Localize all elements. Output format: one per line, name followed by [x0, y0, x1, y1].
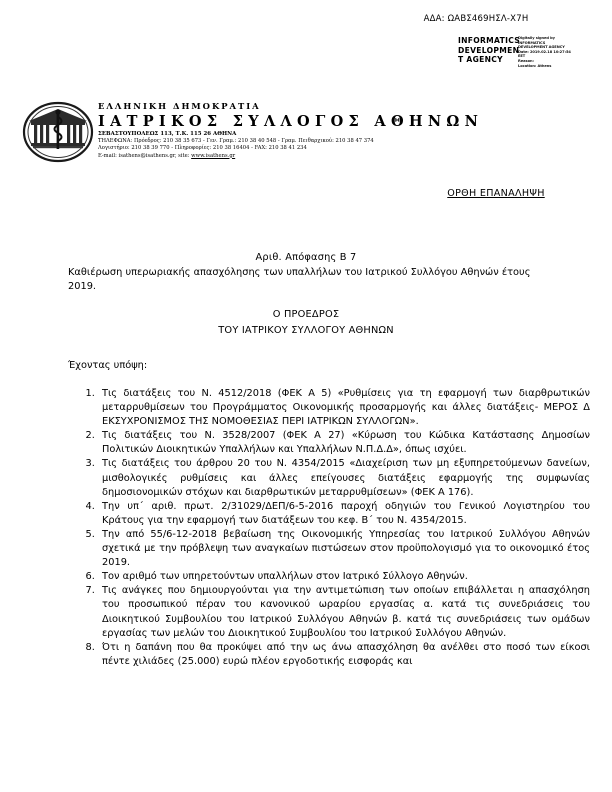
- stamp-agency-line-2: DEVELOPMEN: [458, 45, 520, 55]
- stamp-signature-line: EET: [518, 54, 526, 59]
- ada-reference-code: ΑΔΑ: ΩΑΒΣ469ΗΣΛ-Χ7Η: [423, 14, 529, 24]
- association-seal-icon: [22, 101, 94, 163]
- stamp-agency-line-1: INFORMATICS: [458, 36, 521, 45]
- stamp-agency-line-3: T AGENCY: [458, 55, 503, 65]
- letterhead-email-line: [98, 153, 568, 160]
- stamp-signature-line: INFORMATICS: [518, 40, 546, 45]
- letterhead-email-prefix: E-mail: isathens@isathens.gr, site:: [98, 152, 192, 159]
- signatory-title-line-1: Ο ΠΡΟΕΔΡΟΣ: [272, 309, 340, 320]
- signatory-title: [0, 307, 612, 338]
- stamp-signature-line: Reason:: [518, 58, 534, 63]
- list-item: 8. Ότι η δαπάνη που θα προκύψει από την ως άνω απασχόληση θα ανέλθει στο ποσό των είκοσι πέντε χιλιάδες (25.000) ευρώ πλέον εργοδοτικής εισφοράς και: [98, 641, 590, 669]
- stamp-signature-line: Date: 2019.02.18 10:27:54: [518, 49, 571, 54]
- signatory-title-line-2: ΤΟΥ ΙΑΤΡΙΚΟΥ ΣΥΛΛΟΓΟΥ ΑΘΗΝΩΝ: [218, 324, 394, 336]
- list-item: 3. Τις διατάξεις του άρθρου 20 του Ν. 4354/2015 «Διαχείριση των μη εξυπηρετούμενων δανείων, μισθολογικές ρυθμίσεις και άλλες επείγουσες διατάξεις εφαρμογής της συμφωνίας δημοσιονομικών στόχων και διαρθρωτικών μεταρρυθμίσεων» (ΦΕΚ Α 176).: [98, 457, 590, 499]
- document-subject: Καθιέρωση υπερωριακής απασχόλησης των υπαλλήλων του Ιατρικού Συλλόγου Αθηνών έτους 2019.: [68, 267, 531, 292]
- list-item: 6. Τον αριθμό των υπηρετούντων υπαλλήλων στον Ιατρικό Σύλλογο Αθηνών.: [98, 570, 590, 584]
- stamp-signature-line: Location: Athens: [518, 63, 552, 68]
- list-item: 2. Τις διατάξεις του Ν. 3528/2007 (ΦΕΚ Α 27) «Κύρωση του Κώδικα Κατάστασης Δημοσίων Πολιτικών Διοικητικών Υπαλλήλων και Υπαλλήλων Ν.Π.Δ.Δ», όπως ισχύει.: [98, 429, 590, 457]
- stamp-agency-name: [458, 36, 521, 84]
- list-item: 4. Την υπ΄ αριθ. πρωτ. 2/31029/ΔΕΠ/6-5-2016 παροχή οδηγιών του Γενικού Λογιστηρίου του Κράτους για την εφαρμογή των διατάξεων του κεφ. Β΄ του Ν. 4354/2015.: [98, 500, 590, 528]
- decision-number: Αριθ. Απόφασης Β 7: [255, 252, 357, 263]
- letterhead-phones-line-1: ΤΗΛΕΦΩΝΑ: Πρόεδρος: 210 38 35 673 - Γεν. Γραμ.: 210 38 40 548 - Γραμ. Πειθαρχικού: 210 38 47 374: [98, 138, 374, 145]
- digital-signature-stamp: [458, 36, 573, 84]
- letterhead-address: ΣΕΒΑΣΤΟΥΠΟΛΕΩΣ 113, Τ.Κ. 115 26 ΑΘΗΝΑ: [98, 131, 237, 137]
- stamp-signature-line: DEVELOPMENT AGENCY: [518, 45, 565, 50]
- list-item: 7. Τις ανάγκες που δημιουργούνται για την αντιμετώπιση των οποίων επιβάλλεται η απασχόληση του προσωπικού πέραν του κανονικού ωραρίου εργασίας α. κατά τις συνεδριάσεις του Διοικητικού Συμβουλίου του Ιατρικού Συλλόγου Αθηνών β. κατά τις συνεδριάσεις των ομάδων εργασίας των μελών του Διοικητικού Συμβουλίου του Ιατρικού Συλλόγου Αθηνών.: [98, 584, 590, 640]
- legal-basis-list: [68, 387, 590, 669]
- letterhead-website-link[interactable]: www.isathens.gr: [191, 152, 236, 159]
- preamble-text: Έχοντας υπόψη:: [68, 360, 148, 371]
- correction-notice-text: ΟΡΘΗ ΕΠΑΝΑΛΗΨΗ: [447, 188, 545, 199]
- letterhead-republic: ΕΛΛΗΝΙΚΗ ΔΗΜΟΚΡΑΤΙΑ: [98, 101, 261, 111]
- list-item: 1. Τις διατάξεις του Ν. 4512/2018 (ΦΕΚ Α 5) «Ρυθμίσεις για τη εφαρμογή των διαρθρωτικών μεταρρυθμίσεων του Προγράμματος Οικονομικής προσαρμογής και άλλες διατάξεις- ΜΕΡΟΣ Δ ΕΚΣΥΧΡΟΝΙΣΜΟΣ ΤΗΣ ΝΟΜΟΘΕΣΙΑΣ ΠΕΡΙ ΙΑΤΡΙΚΩΝ ΣΥΛΛΟΓΩΝ».: [98, 387, 590, 429]
- list-item: 5. Την από 55/6-12-2018 βεβαίωση της Οικονομικής Υπηρεσίας του Ιατρικού Συλλόγου Αθηνών σχετικά με την πρόβλεψη των αναγκαίων πιστώσεων στον προϋπολογισμό για το οικονομικό έτος 2019.: [98, 528, 590, 570]
- stamp-signature-line: Digitally signed by: [518, 36, 555, 40]
- letterhead: [98, 100, 568, 160]
- stamp-signature-details: [516, 36, 573, 84]
- correction-notice: [0, 188, 612, 199]
- letterhead-phones-line-2: Λογιστήριο: 210 38 39 770 - Πληροφορίες: 210 38 16404 - FAX: 210 38 41 234: [98, 145, 307, 152]
- letterhead-organization: ΙΑΤΡΙΚΟΣ ΣΥΛΛΟΓΟΣ ΑΘΗΝΩΝ: [98, 113, 484, 130]
